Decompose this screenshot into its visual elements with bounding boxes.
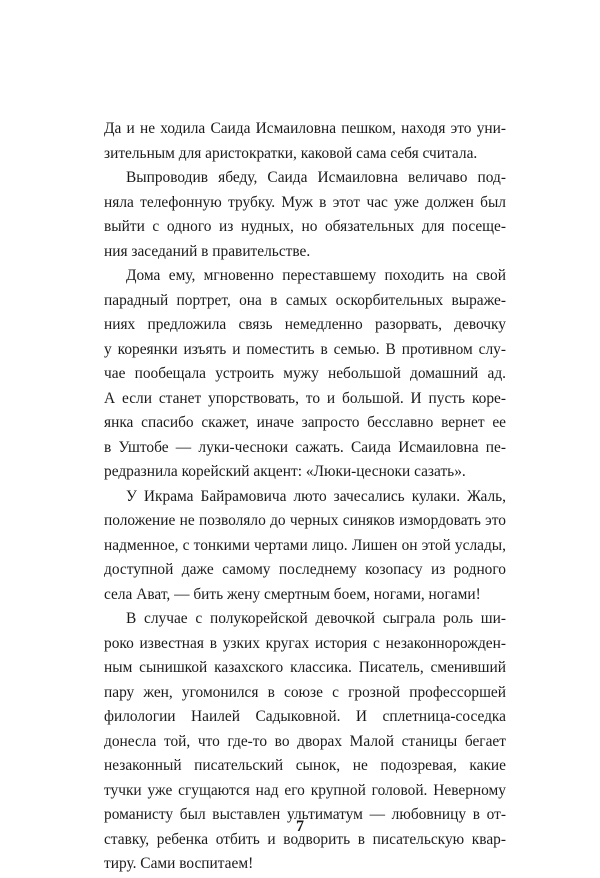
- text-line: ния заседаний в правительстве.: [104, 242, 311, 260]
- text-line: няла телефонную трубку. Муж в этот час уже должен был: [104, 193, 506, 211]
- text-line: парадный портрет, она в самых оскорбительных выраже-: [104, 291, 506, 309]
- text-line: ставку, ребенка отбить и водворить в писательскую квар-: [104, 830, 506, 848]
- text-line: чае пообещала устроить мужу небольшой домашний ад.: [104, 365, 506, 382]
- text-line: зительным для аристократки, каковой сама себя считала.: [104, 144, 478, 162]
- text-line: выйти с одного из нудных, но обязательных для посеще-: [104, 218, 506, 235]
- text-line: тучки уже сгущаются над его крупной головой. Неверному: [104, 781, 506, 799]
- text-line: янка спасибо скажет, иначе запросто бесславно вернет ее: [104, 414, 506, 431]
- page-number: 7: [296, 818, 304, 835]
- text-line: романисту был выставлен ультиматум — любовницу в от-: [104, 806, 506, 823]
- text-line: ниях предложила связь немедленно разорвать, девочку: [104, 316, 506, 333]
- text-line: пару жен, угомонился в союзе с грозной профессоршей: [104, 683, 506, 701]
- text-line: редразнила корейский акцент: «Люки-цесноки сазать».: [104, 463, 466, 480]
- text-line: А если станет упорствовать, то и большой. И пусть коре-: [104, 389, 506, 407]
- text-line: села Ават, — бить жену смертным боем, ногами, ногами!: [104, 585, 481, 603]
- text-line: Выпроводив ябеду, Саида Исмаиловна величаво под-: [126, 169, 506, 186]
- text-line: ным сынишкой казахского классика. Писатель, сменивший: [104, 659, 506, 676]
- text-line: В случае с полукорейской девочкой сыграла роль ши-: [126, 610, 506, 627]
- text-line: незаконный писательский сынок, не подозревая, какие: [104, 757, 506, 774]
- text-line: тиру. Сами воспитаем!: [104, 855, 254, 872]
- text-line: надменное, с тонкими чертами лицо. Лишен он этой услады,: [104, 536, 506, 554]
- text-line: У Икрама Байрамовича люто зачесались кулаки. Жаль,: [126, 487, 506, 505]
- text-line: у кореянки изъять и поместить в семью. В противном слу-: [104, 340, 506, 358]
- text-line: доступной даже самому последнему козопасу из родного: [104, 561, 506, 578]
- text-line: Дома ему, мгновенно переставшему походить на свой: [126, 267, 506, 284]
- text-line: Да и не ходила Саида Исмаиловна пешком, находя это уни-: [104, 120, 506, 137]
- text-line: филологии Наилей Садыковной. И сплетница-соседка: [104, 708, 506, 725]
- text-line: положение не позволяло до черных синяков измордовать это: [104, 512, 506, 529]
- text-line: донесла той, что где-то во дворах Малой станицы бегает: [104, 732, 506, 750]
- text-line: в Уштобе — луки-чесноки сажать. Саида Исмаиловна пе-: [104, 438, 506, 456]
- body-text: [104, 117, 506, 877]
- text-line: роко известная в узких кругах история с незаконнорожден-: [104, 634, 506, 652]
